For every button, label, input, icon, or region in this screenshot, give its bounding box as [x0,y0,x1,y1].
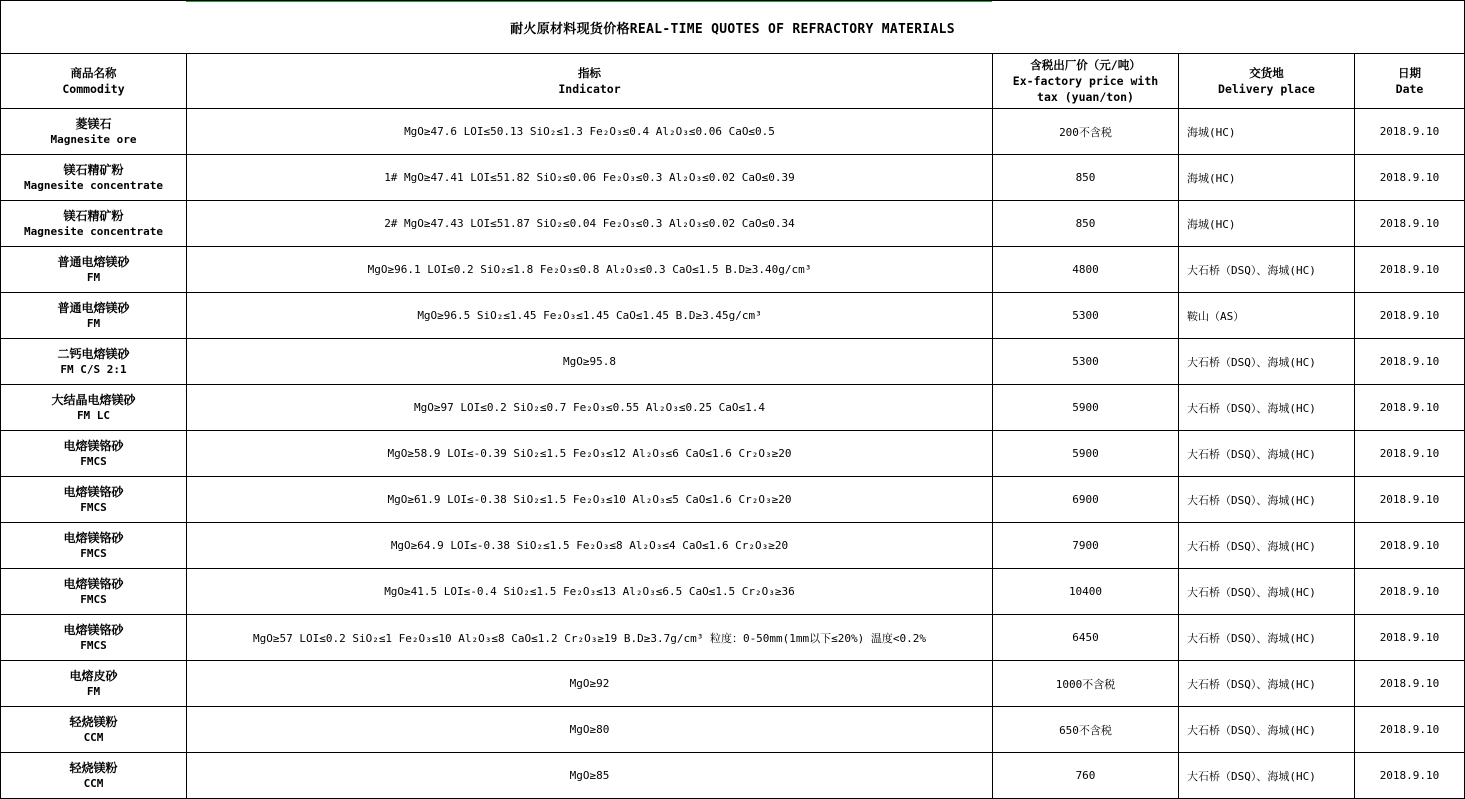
date-cell[interactable]: 2018.9.10 [1355,569,1465,615]
header-price-en-2: tax (yuan/ton) [1037,90,1134,104]
delivery-place-cell[interactable]: 海城(HC) [1179,201,1355,247]
date-cell[interactable]: 2018.9.10 [1355,109,1465,155]
price-cell[interactable]: 7900 [993,523,1179,569]
commodity-name-en: FM LC [76,408,111,422]
delivery-place-cell[interactable]: 大石桥（DSQ）、海城(HC) [1179,615,1355,661]
header-date[interactable] [1355,54,1465,109]
header-indicator-cn: 指标 [578,66,601,80]
commodity-name-cn: 轻烧镁粉 [69,760,118,775]
commodity-name-cn: 电熔镁铬砂 [63,438,124,453]
delivery-place-cell[interactable]: 大石桥（DSQ）、海城(HC) [1179,707,1355,753]
date-cell[interactable]: 2018.9.10 [1355,247,1465,293]
commodity-cell[interactable] [1,339,187,385]
table-row [1,339,1465,385]
header-place-en: Delivery place [1218,82,1315,96]
header-price-cn: 含税出厂价（元/吨） [1030,58,1141,72]
indicator-cell[interactable]: MgO≥95.8 [187,339,993,385]
header-date-cn: 日期 [1398,66,1421,80]
price-cell[interactable]: 850 [993,201,1179,247]
header-price[interactable] [993,54,1179,109]
delivery-place-cell[interactable]: 大石桥（DSQ）、海城(HC) [1179,431,1355,477]
commodity-cell[interactable] [1,385,187,431]
delivery-place-cell[interactable]: 大石桥（DSQ）、海城(HC) [1179,247,1355,293]
delivery-place-cell[interactable]: 海城(HC) [1179,109,1355,155]
commodity-cell[interactable] [1,615,187,661]
commodity-name-cn: 菱镁石 [75,116,112,131]
indicator-cell[interactable]: MgO≥61.9 LOI≤-0.38 SiO₂≤1.5 Fe₂O₃≤10 Al₂O₃≤5 CaO≤1.6 Cr₂O₃≥20 [187,477,993,523]
commodity-name-en: FM [86,684,101,698]
commodity-name-en: FMCS [80,546,107,560]
commodity-name-cn: 普通电熔镁砂 [57,254,130,269]
table-row [1,293,1465,339]
date-cell[interactable]: 2018.9.10 [1355,753,1465,799]
commodity-cell[interactable] [1,753,187,799]
commodity-cell[interactable] [1,569,187,615]
commodity-name-cn: 大结晶电熔镁砂 [51,392,136,407]
price-cell[interactable]: 1000不含税 [993,661,1179,707]
commodity-name-en: Magnesite concentrate [23,178,164,192]
indicator-cell[interactable]: MgO≥96.1 LOI≤0.2 SiO₂≤1.8 Fe₂O₃≤0.8 Al₂O₃≤0.3 CaO≤1.5 B.D≥3.40g/cm³ [187,247,993,293]
delivery-place-cell[interactable]: 大石桥（DSQ）、海城(HC) [1179,661,1355,707]
table-row [1,385,1465,431]
indicator-cell[interactable]: MgO≥41.5 LOI≤-0.4 SiO₂≤1.5 Fe₂O₃≤13 Al₂O₃≤6.5 CaO≤1.5 Cr₂O₃≥36 [187,569,993,615]
price-cell[interactable]: 200不含税 [993,109,1179,155]
commodity-name-en: FMCS [80,500,107,514]
table-row [1,661,1465,707]
commodity-name-cn: 电熔镁铬砂 [63,530,124,545]
indicator-cell[interactable]: MgO≥96.5 SiO₂≤1.45 Fe₂O₃≤1.45 CaO≤1.45 B.D≥3.45g/cm³ [187,293,993,339]
commodity-cell[interactable] [1,707,187,753]
date-cell[interactable]: 2018.9.10 [1355,661,1465,707]
indicator-cell[interactable]: MgO≥92 [187,661,993,707]
indicator-cell[interactable]: MgO≥97 LOI≤0.2 SiO₂≤0.7 Fe₂O₃≤0.55 Al₂O₃≤0.25 CaO≤1.4 [187,385,993,431]
commodity-name-en: CCM [83,776,104,790]
header-place[interactable] [1179,54,1355,109]
delivery-place-cell[interactable]: 大石桥（DSQ）、海城(HC) [1179,339,1355,385]
title-row [1,1,1465,54]
price-cell[interactable]: 850 [993,155,1179,201]
date-cell[interactable]: 2018.9.10 [1355,523,1465,569]
header-place-cn: 交货地 [1249,66,1284,80]
table-row [1,707,1465,753]
date-cell[interactable]: 2018.9.10 [1355,385,1465,431]
price-cell[interactable]: 760 [993,753,1179,799]
price-cell[interactable]: 5900 [993,385,1179,431]
table-row [1,155,1465,201]
commodity-cell[interactable] [1,247,187,293]
delivery-place-cell[interactable]: 大石桥（DSQ）、海城(HC) [1179,753,1355,799]
price-cell[interactable]: 5300 [993,339,1179,385]
delivery-place-cell[interactable]: 大石桥（DSQ）、海城(HC) [1179,523,1355,569]
commodity-cell[interactable] [1,477,187,523]
table-row [1,569,1465,615]
commodity-name-cn: 二钙电熔镁砂 [57,346,130,361]
commodity-name-cn: 轻烧镁粉 [69,714,118,729]
commodity-name-en: FMCS [80,454,107,468]
commodity-name-en: FM [86,316,101,330]
commodity-name-cn: 电熔镁铬砂 [63,484,124,499]
commodity-cell[interactable] [1,523,187,569]
price-cell[interactable]: 5300 [993,293,1179,339]
table-row [1,523,1465,569]
delivery-place-cell[interactable]: 大石桥（DSQ）、海城(HC) [1179,569,1355,615]
table-row [1,201,1465,247]
indicator-cell[interactable]: MgO≥85 [187,753,993,799]
table-row [1,431,1465,477]
header-indicator[interactable] [187,54,993,109]
commodity-name-en: FM C/S 2:1 [60,362,127,376]
indicator-cell[interactable]: MgO≥57 LOI≤0.2 SiO₂≤1 Fe₂O₃≤10 Al₂O₃≤8 CaO≤1.2 Cr₂O₃≥19 B.D≥3.7g/cm³ 粒度：0-50mm(1mm以下≤20%) 温度<0.2% [187,615,993,661]
header-date-en: Date [1395,82,1424,96]
commodity-name-cn: 电熔皮砂 [69,668,118,683]
commodity-name-cn: 电熔镁铬砂 [63,622,124,637]
commodity-cell[interactable] [1,109,187,155]
price-cell[interactable]: 6450 [993,615,1179,661]
commodity-name-en: FM [86,270,101,284]
header-indicator-en: Indicator [558,82,621,96]
commodity-name-en: Magnesite ore [50,132,137,146]
header-commodity-cn: 商品名称 [70,66,117,80]
price-cell[interactable]: 10400 [993,569,1179,615]
price-cell[interactable]: 6900 [993,477,1179,523]
delivery-place-cell[interactable]: 海城(HC) [1179,155,1355,201]
date-cell[interactable]: 2018.9.10 [1355,293,1465,339]
date-cell[interactable]: 2018.9.10 [1355,431,1465,477]
commodity-cell[interactable] [1,155,187,201]
delivery-place-cell[interactable]: 鞍山（AS） [1179,293,1355,339]
header-commodity[interactable] [1,54,187,109]
table-row [1,109,1465,155]
commodity-name-en: Magnesite concentrate [23,224,164,238]
table-row [1,753,1465,799]
commodity-name-en: FMCS [80,638,107,652]
commodity-name-en: FMCS [80,592,107,606]
table-row [1,477,1465,523]
date-cell[interactable]: 2018.9.10 [1355,201,1465,247]
commodity-cell[interactable] [1,661,187,707]
delivery-place-cell[interactable]: 大石桥（DSQ）、海城(HC) [1179,477,1355,523]
delivery-place-cell[interactable]: 大石桥（DSQ）、海城(HC) [1179,385,1355,431]
indicator-cell[interactable]: MgO≥64.9 LOI≤-0.38 SiO₂≤1.5 Fe₂O₃≤8 Al₂O₃≤4 CaO≤1.6 Cr₂O₃≥20 [187,523,993,569]
date-cell[interactable]: 2018.9.10 [1355,615,1465,661]
indicator-cell[interactable]: MgO≥47.6 LOI≤50.13 SiO₂≤1.3 Fe₂O₃≤0.4 Al₂O₃≤0.06 CaO≤0.5 [187,109,993,155]
table-row [1,615,1465,661]
date-cell[interactable]: 2018.9.10 [1355,477,1465,523]
header-price-en-1: Ex-factory price with [1012,74,1159,88]
commodity-cell[interactable] [1,201,187,247]
date-cell[interactable]: 2018.9.10 [1355,155,1465,201]
date-cell[interactable]: 2018.9.10 [1355,339,1465,385]
indicator-cell[interactable]: MgO≥58.9 LOI≤-0.39 SiO₂≤1.5 Fe₂O₃≤12 Al₂O₃≤6 CaO≤1.6 Cr₂O₃≥20 [187,431,993,477]
price-cell[interactable]: 4800 [993,247,1179,293]
date-cell[interactable]: 2018.9.10 [1355,707,1465,753]
indicator-cell[interactable]: MgO≥80 [187,707,993,753]
table-title[interactable]: 耐火原材料现货价格REAL-TIME QUOTES OF REFRACTORY MATERIALS [1,1,1465,54]
indicator-cell[interactable]: 1# MgO≥47.41 LOI≤51.82 SiO₂≤0.06 Fe₂O₃≤0.3 Al₂O₃≤0.02 CaO≤0.39 [187,155,993,201]
commodity-name-cn: 镁石精矿粉 [63,208,124,223]
header-commodity-en: Commodity [62,82,125,96]
commodity-cell[interactable] [1,293,187,339]
table-row [1,247,1465,293]
commodity-name-en: CCM [83,730,104,744]
commodity-name-cn: 镁石精矿粉 [63,162,124,177]
commodity-name-cn: 电熔镁铬砂 [63,576,124,591]
indicator-cell[interactable]: 2# MgO≥47.43 LOI≤51.87 SiO₂≤0.04 Fe₂O₃≤0.3 Al₂O₃≤0.02 CaO≤0.34 [187,201,993,247]
header-row [1,54,1465,109]
commodity-name-cn: 普通电熔镁砂 [57,300,130,315]
price-cell[interactable]: 5900 [993,431,1179,477]
commodity-cell[interactable] [1,431,187,477]
price-cell[interactable]: 650不含税 [993,707,1179,753]
